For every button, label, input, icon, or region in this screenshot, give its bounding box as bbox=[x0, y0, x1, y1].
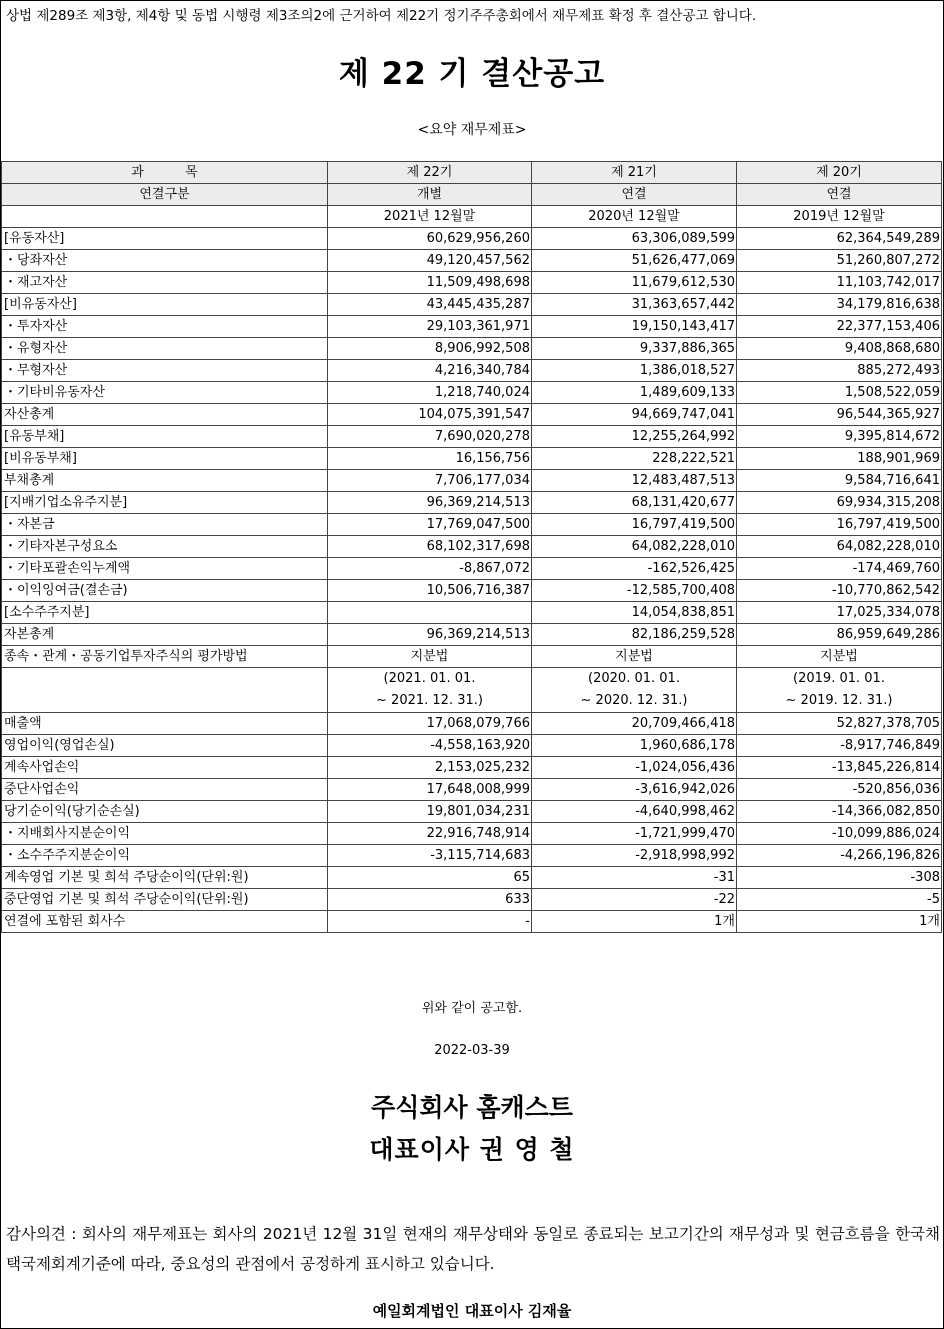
row-value: -12,585,700,408 bbox=[532, 580, 737, 602]
header-date: 2021년 12월말 bbox=[328, 206, 532, 228]
row-value: 지분법 bbox=[532, 646, 737, 668]
row-value: 49,120,457,562 bbox=[328, 250, 532, 272]
period-start: (2020. 01. 01. bbox=[588, 671, 680, 686]
row-label: ・기타자본구성요소 bbox=[2, 536, 328, 558]
row-value bbox=[328, 602, 532, 624]
intro-text: 상법 제289조 제3항, 제4항 및 동법 시행령 제3조의2에 근거하여 제22기 정기주주총회에서 재무제표 확정 후 결산공고 합니다. bbox=[6, 8, 757, 24]
row-value: 51,260,807,272 bbox=[737, 250, 942, 272]
balance-sheet-row bbox=[2, 492, 942, 514]
row-value: 11,509,498,698 bbox=[328, 272, 532, 294]
row-value: 9,584,716,641 bbox=[737, 470, 942, 492]
row-value: 64,082,228,010 bbox=[737, 536, 942, 558]
header-basis: 개별 bbox=[328, 184, 532, 206]
row-value: 885,272,493 bbox=[737, 360, 942, 382]
header-date: 2019년 12월말 bbox=[737, 206, 942, 228]
notice-text: 위와 같이 공고함. bbox=[421, 1001, 523, 1016]
row-value: 228,222,521 bbox=[532, 448, 737, 470]
row-value: 34,179,816,638 bbox=[737, 294, 942, 316]
row-value: 17,025,334,078 bbox=[737, 602, 942, 624]
company-name: 주식회사 홈캐스트 bbox=[371, 1093, 573, 1122]
audit-opinion: 감사의견 : 회사의 재무제표는 회사의 2021년 12월 31일 현재의 재무상태와 동일로 종료되는 보고기간의 재무성과 및 현금흐름을 한국채택국제회계기준에 따라, 중요성의 관점에서 공정하게 표시하고 있습니다. bbox=[6, 1225, 940, 1273]
row-value: 31,363,657,442 bbox=[532, 294, 737, 316]
row-value: 94,669,747,041 bbox=[532, 404, 737, 426]
row-label: ・당좌자산 bbox=[2, 250, 328, 272]
row-value: 29,103,361,971 bbox=[328, 316, 532, 338]
row-value: 43,445,435,287 bbox=[328, 294, 532, 316]
header-row-period bbox=[2, 162, 942, 184]
row-value: 22,916,748,914 bbox=[328, 823, 532, 845]
row-label: 당기순이익(당기순손실) bbox=[2, 801, 328, 823]
row-label: ・이익잉여금(결손금) bbox=[2, 580, 328, 602]
page-title: 제 22 기 결산공고 bbox=[338, 56, 606, 92]
header-basis-label: 연결구분 bbox=[2, 184, 328, 206]
row-value: 188,901,969 bbox=[737, 448, 942, 470]
row-label: ・무형자산 bbox=[2, 360, 328, 382]
row-value: -3,616,942,026 bbox=[532, 779, 737, 801]
balance-sheet-row bbox=[2, 602, 942, 624]
row-value: -10,099,886,024 bbox=[737, 823, 942, 845]
page-subtitle: <요약 재무제표> bbox=[417, 122, 527, 138]
row-value: 16,797,419,500 bbox=[532, 514, 737, 536]
balance-sheet-row bbox=[2, 558, 942, 580]
row-label: 매출액 bbox=[2, 713, 328, 735]
row-value: -4,558,163,920 bbox=[328, 735, 532, 757]
row-value: 63,306,089,599 bbox=[532, 228, 737, 250]
financial-summary-table bbox=[1, 161, 942, 933]
row-value: 1,960,686,178 bbox=[532, 735, 737, 757]
balance-sheet-row bbox=[2, 470, 942, 492]
income-statement-row bbox=[2, 823, 942, 845]
period-range bbox=[532, 668, 737, 713]
row-label: ・유형자산 bbox=[2, 338, 328, 360]
header-date: 2020년 12월말 bbox=[532, 206, 737, 228]
income-statement-row bbox=[2, 713, 942, 735]
period-start: (2021. 01. 01. bbox=[383, 671, 476, 686]
row-value: 4,216,340,784 bbox=[328, 360, 532, 382]
row-value: 52,827,378,705 bbox=[737, 713, 942, 735]
row-value: -4,266,196,826 bbox=[737, 845, 942, 867]
row-value: 19,801,034,231 bbox=[328, 801, 532, 823]
balance-sheet-row bbox=[2, 404, 942, 426]
row-value: 9,408,868,680 bbox=[737, 338, 942, 360]
balance-sheet-row bbox=[2, 536, 942, 558]
row-label: ・기타비유동자산 bbox=[2, 382, 328, 404]
row-value: -520,856,036 bbox=[737, 779, 942, 801]
row-label: [유동부채] bbox=[2, 426, 328, 448]
period-end: ~ 2019. 12. 31.) bbox=[785, 693, 893, 708]
period-start: (2019. 01. 01. bbox=[793, 671, 885, 686]
row-value: 16,156,756 bbox=[328, 448, 532, 470]
row-value: 10,506,716,387 bbox=[328, 580, 532, 602]
row-value: 7,690,020,278 bbox=[328, 426, 532, 448]
row-value: 1,218,740,024 bbox=[328, 382, 532, 404]
period-range bbox=[328, 668, 532, 713]
row-label: [소수주주지분] bbox=[2, 602, 328, 624]
balance-sheet-row bbox=[2, 360, 942, 382]
row-value: -174,469,760 bbox=[737, 558, 942, 580]
row-value: 1,489,609,133 bbox=[532, 382, 737, 404]
row-value: 62,364,549,289 bbox=[737, 228, 942, 250]
balance-sheet-row bbox=[2, 426, 942, 448]
row-label: ・소수주주지분순이익 bbox=[2, 845, 328, 867]
row-label: 계속사업손익 bbox=[2, 757, 328, 779]
row-value: 19,150,143,417 bbox=[532, 316, 737, 338]
header-period: 제 22기 bbox=[328, 162, 532, 184]
row-value: 96,544,365,927 bbox=[737, 404, 942, 426]
balance-sheet-row bbox=[2, 338, 942, 360]
row-value: -8,917,746,849 bbox=[737, 735, 942, 757]
row-label: 영업이익(영업손실) bbox=[2, 735, 328, 757]
row-label: 연결에 포함된 회사수 bbox=[2, 911, 328, 933]
row-label: 종속・관계・공동기업투자주식의 평가방법 bbox=[2, 646, 328, 668]
header-basis: 연결 bbox=[737, 184, 942, 206]
row-value: -4,640,998,462 bbox=[532, 801, 737, 823]
balance-sheet-row bbox=[2, 294, 942, 316]
balance-sheet-row bbox=[2, 316, 942, 338]
row-value: 68,102,317,698 bbox=[328, 536, 532, 558]
header-period: 제 20기 bbox=[737, 162, 942, 184]
balance-sheet-row bbox=[2, 624, 942, 646]
row-label: [비유동자산] bbox=[2, 294, 328, 316]
row-value: 1,508,522,059 bbox=[737, 382, 942, 404]
auditor-name: 예일회계법인 대표이사 김재율 bbox=[372, 1302, 572, 1320]
row-value: -3,115,714,683 bbox=[328, 845, 532, 867]
period-end: ~ 2021. 12. 31.) bbox=[376, 693, 483, 708]
header-row-basis bbox=[2, 184, 942, 206]
row-value: -10,770,862,542 bbox=[737, 580, 942, 602]
row-label: [지배기업소유주지분] bbox=[2, 492, 328, 514]
header-period: 제 21기 bbox=[532, 162, 737, 184]
ceo-name: 대표이사 권 영 철 bbox=[369, 1135, 575, 1164]
row-value: -1,024,056,436 bbox=[532, 757, 737, 779]
income-statement-row bbox=[2, 801, 942, 823]
row-value: 11,679,612,530 bbox=[532, 272, 737, 294]
row-value: 96,369,214,513 bbox=[328, 492, 532, 514]
income-statement-row bbox=[2, 845, 942, 867]
balance-sheet-row bbox=[2, 514, 942, 536]
row-value: -13,845,226,814 bbox=[737, 757, 942, 779]
balance-sheet-row bbox=[2, 250, 942, 272]
income-statement-row bbox=[2, 889, 942, 911]
row-value: -1,721,999,470 bbox=[532, 823, 737, 845]
row-value: -308 bbox=[737, 867, 942, 889]
row-value: 11,103,742,017 bbox=[737, 272, 942, 294]
row-value: 22,377,153,406 bbox=[737, 316, 942, 338]
row-value: 20,709,466,418 bbox=[532, 713, 737, 735]
row-value: -5 bbox=[737, 889, 942, 911]
row-value: 9,337,886,365 bbox=[532, 338, 737, 360]
row-value: -162,526,425 bbox=[532, 558, 737, 580]
row-label: ・기타포괄손익누계액 bbox=[2, 558, 328, 580]
balance-sheet-row bbox=[2, 228, 942, 250]
row-value: 17,769,047,500 bbox=[328, 514, 532, 536]
row-value: 9,395,814,672 bbox=[737, 426, 942, 448]
row-value: 51,626,477,069 bbox=[532, 250, 737, 272]
row-value: -31 bbox=[532, 867, 737, 889]
row-value: 104,075,391,547 bbox=[328, 404, 532, 426]
row-value: 7,706,177,034 bbox=[328, 470, 532, 492]
row-value: 68,131,420,677 bbox=[532, 492, 737, 514]
row-value: 60,629,956,260 bbox=[328, 228, 532, 250]
period-end: ~ 2020. 12. 31.) bbox=[580, 693, 688, 708]
header-item: 과 목 bbox=[2, 162, 328, 184]
row-label: ・재고자산 bbox=[2, 272, 328, 294]
row-value: 8,906,992,508 bbox=[328, 338, 532, 360]
header-basis: 연결 bbox=[532, 184, 737, 206]
row-value: 1,386,018,527 bbox=[532, 360, 737, 382]
row-label: ・지배회사지분순이익 bbox=[2, 823, 328, 845]
row-value: -22 bbox=[532, 889, 737, 911]
row-value: 17,068,079,766 bbox=[328, 713, 532, 735]
row-label: 자산총계 bbox=[2, 404, 328, 426]
row-value: 69,934,315,208 bbox=[737, 492, 942, 514]
notice-date: 2022-03-39 bbox=[434, 1043, 510, 1058]
row-value: 96,369,214,513 bbox=[328, 624, 532, 646]
row-value: 82,186,259,528 bbox=[532, 624, 737, 646]
income-statement-row bbox=[2, 735, 942, 757]
row-value: 2,153,025,232 bbox=[328, 757, 532, 779]
row-value: 17,648,008,999 bbox=[328, 779, 532, 801]
row-label: 부채총계 bbox=[2, 470, 328, 492]
row-value: 64,082,228,010 bbox=[532, 536, 737, 558]
row-value: 12,255,264,992 bbox=[532, 426, 737, 448]
row-value: 지분법 bbox=[737, 646, 942, 668]
balance-sheet-row bbox=[2, 382, 942, 404]
row-label: [비유동부채] bbox=[2, 448, 328, 470]
period-range-row bbox=[2, 668, 942, 713]
row-value: -8,867,072 bbox=[328, 558, 532, 580]
income-statement-row bbox=[2, 911, 942, 933]
row-value: 12,483,487,513 bbox=[532, 470, 737, 492]
row-value: 86,959,649,286 bbox=[737, 624, 942, 646]
row-value: 1개 bbox=[737, 911, 942, 933]
blank-cell bbox=[2, 668, 328, 713]
row-label: ・자본금 bbox=[2, 514, 328, 536]
balance-sheet-row bbox=[2, 580, 942, 602]
row-value: 1개 bbox=[532, 911, 737, 933]
row-label: 중단영업 기본 및 희석 주당순이익(단위:원) bbox=[2, 889, 328, 911]
row-label: 계속영업 기본 및 희석 주당순이익(단위:원) bbox=[2, 867, 328, 889]
row-value: 지분법 bbox=[328, 646, 532, 668]
blank-cell bbox=[2, 206, 328, 228]
income-statement-row bbox=[2, 779, 942, 801]
row-value: -14,366,082,850 bbox=[737, 801, 942, 823]
balance-sheet-row bbox=[2, 448, 942, 470]
row-value: 65 bbox=[328, 867, 532, 889]
period-range bbox=[737, 668, 942, 713]
row-label: ・투자자산 bbox=[2, 316, 328, 338]
income-statement-row bbox=[2, 867, 942, 889]
row-value: 14,054,838,851 bbox=[532, 602, 737, 624]
row-label: 자본총계 bbox=[2, 624, 328, 646]
valuation-method-row bbox=[2, 646, 942, 668]
row-value: -2,918,998,992 bbox=[532, 845, 737, 867]
balance-sheet-row bbox=[2, 272, 942, 294]
row-value: - bbox=[328, 911, 532, 933]
income-statement-row bbox=[2, 757, 942, 779]
header-row-date bbox=[2, 206, 942, 228]
row-label: 중단사업손익 bbox=[2, 779, 328, 801]
row-value: 16,797,419,500 bbox=[737, 514, 942, 536]
row-value: 633 bbox=[328, 889, 532, 911]
row-label: [유동자산] bbox=[2, 228, 328, 250]
